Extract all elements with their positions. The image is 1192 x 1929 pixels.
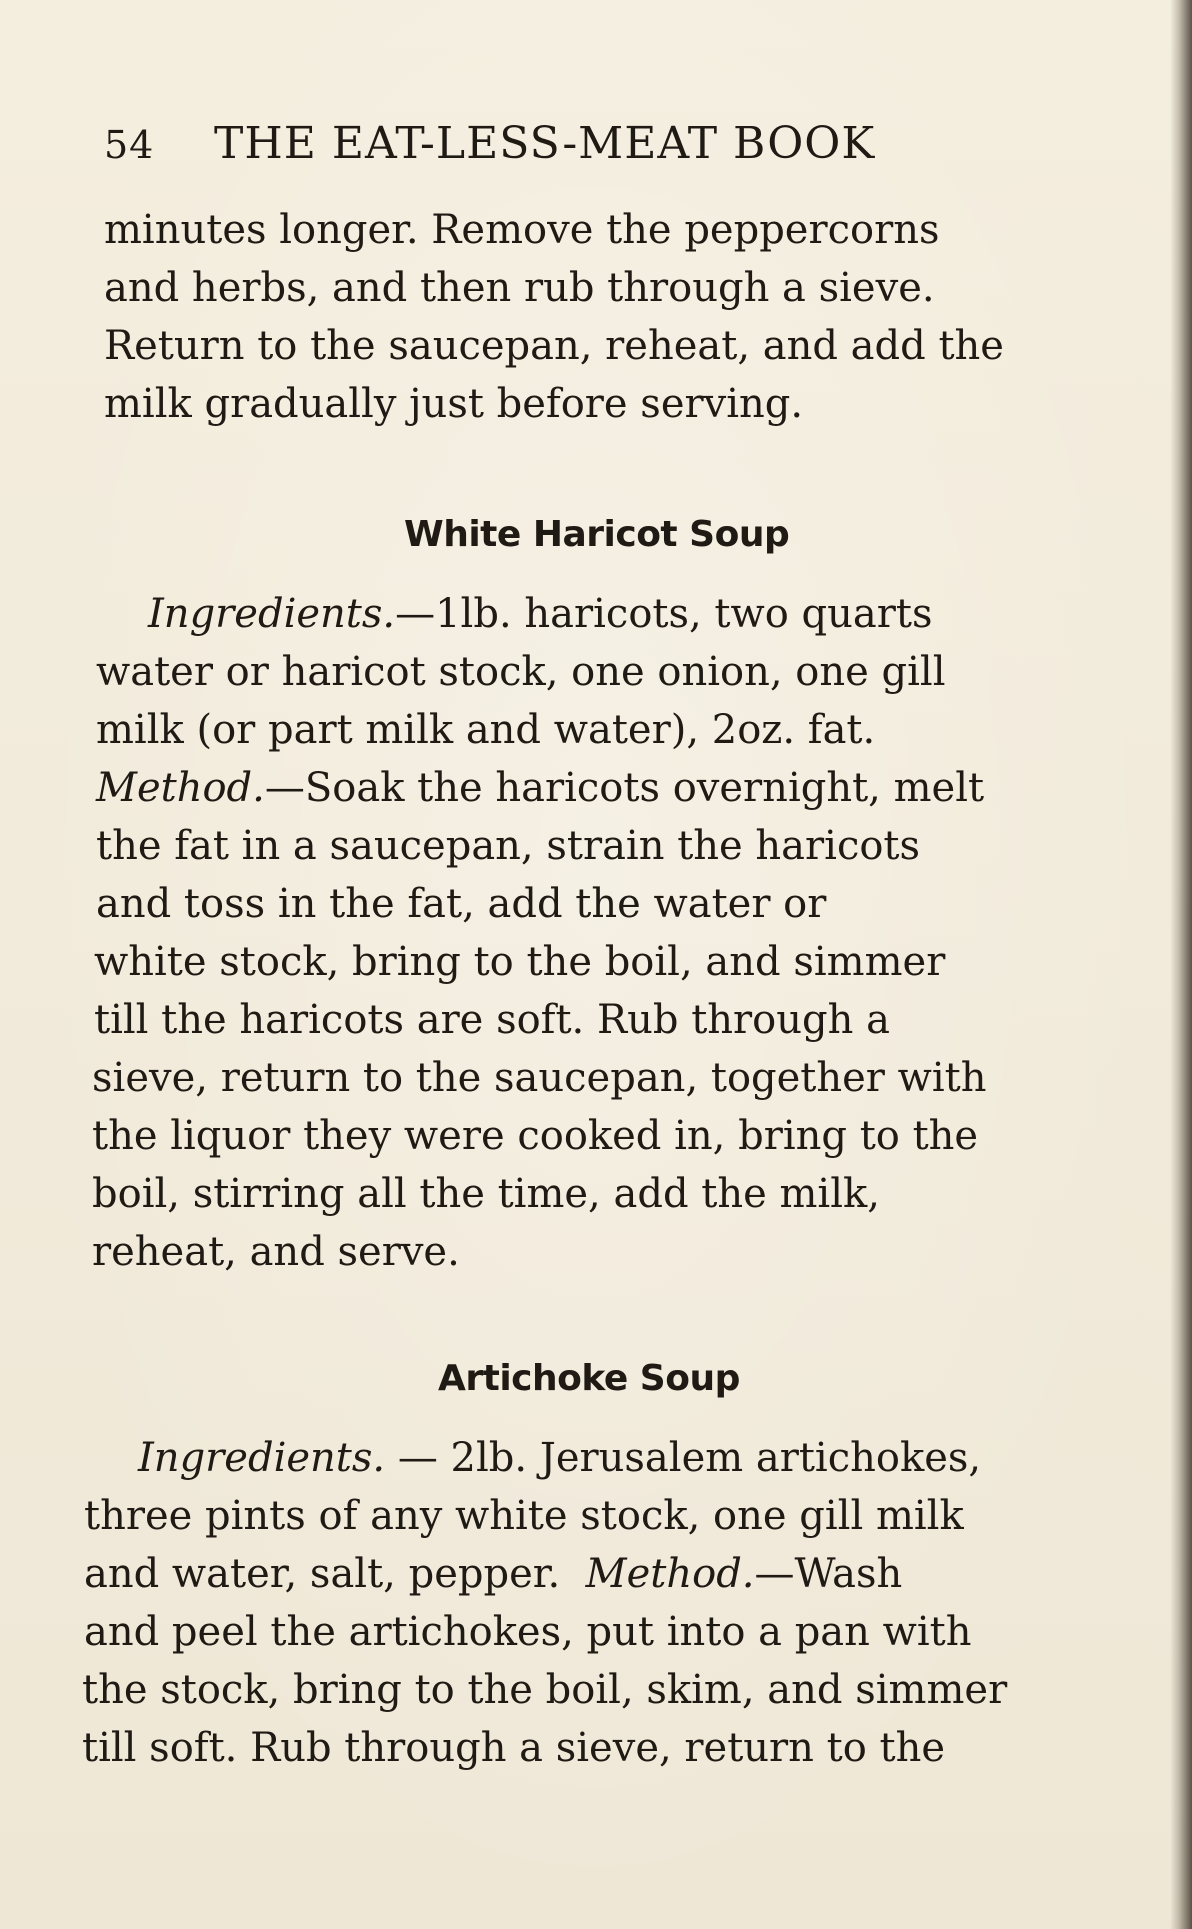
continuation-line-3: Return to the saucepan, reheat, and add the — [104, 323, 1004, 369]
page-number: 54 — [104, 123, 155, 167]
page-gutter-shadow — [1170, 0, 1192, 1929]
recipe1-line-11: boil, stirring all the time, add the milk, — [92, 1171, 880, 1217]
recipe2-line-3: and water, salt, pepper. Method.—Wash — [84, 1551, 903, 1597]
recipe1-line-6: and toss in the fat, add the water or — [96, 881, 827, 927]
recipe2-line-4: and peel the artichokes, put into a pan with — [84, 1609, 972, 1655]
running-header — [104, 118, 875, 169]
recipe1-line-3: milk (or part milk and water), 2oz. fat. — [96, 707, 876, 753]
recipe2-line-5: the stock, bring to the boil, skim, and simmer — [82, 1667, 1008, 1713]
book-title: THE EAT-LESS-MEAT BOOK — [214, 118, 876, 169]
recipe-title-artichoke-soup: Artichoke Soup — [438, 1358, 740, 1399]
recipe1-line-2: water or haricot stock, one onion, one gill — [96, 649, 946, 695]
recipe2-line-6: till soft. Rub through a sieve, return to the — [82, 1725, 946, 1771]
continuation-line-2: and herbs, and then rub through a sieve. — [104, 265, 935, 311]
recipe1-line-4: Method.—Soak the haricots overnight, melt — [96, 765, 985, 811]
recipe2-line-1: Ingredients. — 2lb. Jerusalem artichokes, — [138, 1435, 982, 1481]
recipe1-line-8: till the haricots are soft. Rub through a — [94, 997, 890, 1043]
recipe1-line-9: sieve, return to the saucepan, together with — [92, 1055, 987, 1101]
ingredients-label: Ingredients. — [148, 591, 396, 637]
recipe-title-white-haricot-soup: White Haricot Soup — [404, 514, 790, 555]
recipe2-line-2: three pints of any white stock, one gill milk — [84, 1493, 964, 1539]
method-label: Method. — [585, 1551, 755, 1597]
recipe1-line-1: Ingredients.—1lb. haricots, two quarts — [148, 591, 933, 637]
recipe1-line-7: white stock, bring to the boil, and simmer — [94, 939, 946, 985]
continuation-line-1: minutes longer. Remove the peppercorns — [104, 207, 940, 253]
ingredients-label: Ingredients. — [138, 1435, 386, 1481]
continuation-line-4: milk gradually just before serving. — [104, 381, 804, 427]
recipe1-line-5: the fat in a saucepan, strain the haricots — [96, 823, 921, 869]
recipe1-line-10: the liquor they were cooked in, bring to the — [92, 1113, 979, 1159]
method-label: Method. — [96, 765, 265, 811]
recipe1-line-12: reheat, and serve. — [92, 1229, 460, 1275]
